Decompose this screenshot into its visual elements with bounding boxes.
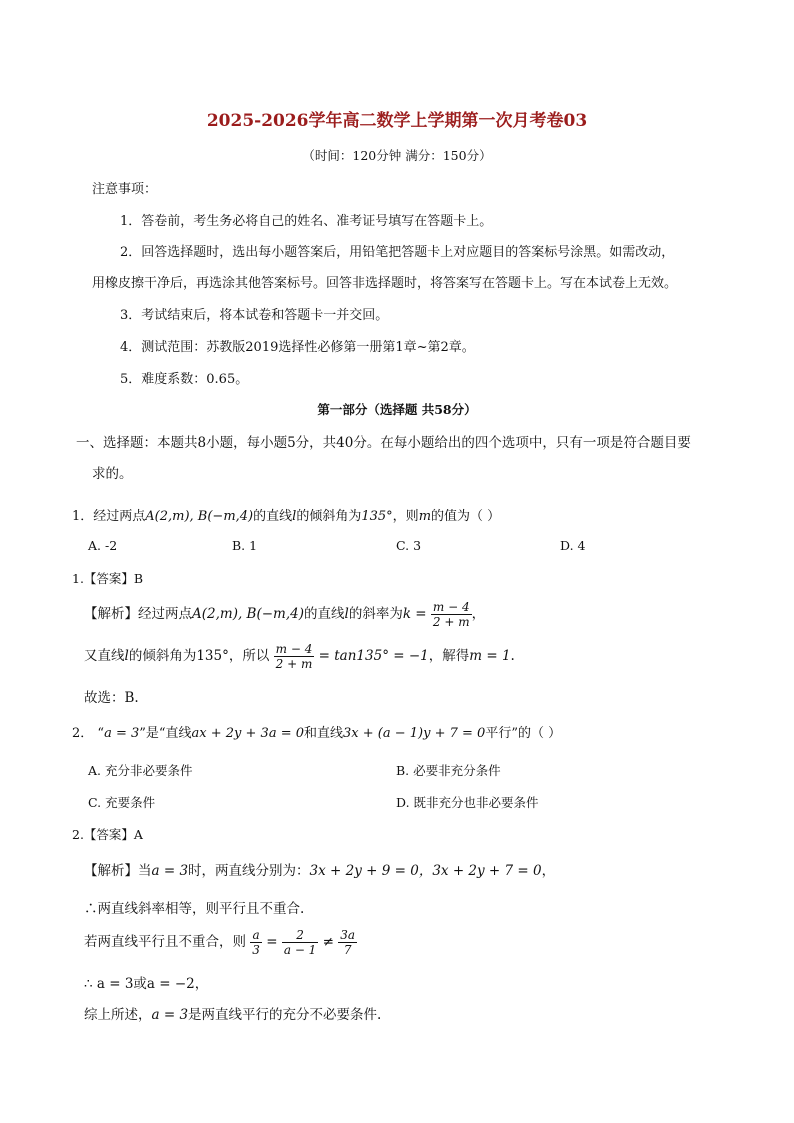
slope-fraction-2: $\frac{m - 4}{2 + m}$ xyxy=(275,642,313,671)
q2-option-b: B. 必要非充分条件 xyxy=(396,763,501,778)
q1-option-d: D. 4 xyxy=(560,538,586,553)
part-title: 第一部分（选择题 共58分） xyxy=(317,402,477,417)
ratio-fraction-3: $\frac{3a}{7}$ xyxy=(340,928,356,957)
question-1-stem: 1．经过两点A(2,m), B(−m,4)的直线l的倾斜角为135°，则m的值为（ ） xyxy=(72,509,501,524)
q1-solution-line-2: 又直线l的倾斜角为135°，所以 $\frac{m - 4}{2 + m}$ = tan135° = −1，解得m = 1. xyxy=(84,642,515,671)
q1-answer: 1.【答案】B xyxy=(72,571,144,586)
q2-answer: 2.【答案】A xyxy=(72,827,143,842)
note-2a: 2．回答选择题时，选出每小题答案后，用铅笔把答题卡上对应题目的答案标号涂黑。如需改动， xyxy=(120,245,675,260)
page-title: 2025-2026学年高二数学上学期第一次月考卷03 xyxy=(206,111,588,131)
slope-fraction: $\frac{m - 4}{2 + m}$ xyxy=(432,600,470,629)
q2-solution-line-2: ∴两直线斜率相等，则平行且不重合. xyxy=(84,901,305,917)
q1-option-b: B. 1 xyxy=(232,538,258,553)
q2-solution-line-3: 若两直线平行且不重合，则 $\frac{a}{3}$ = $\frac{2}{a - 1}$ ≠ $\frac{3a}{7}$ xyxy=(84,928,356,957)
q2-option-c: C. 充要条件 xyxy=(88,795,156,810)
q1-solution-line-1: 【解析】经过两点A(2,m), B(−m,4)的直线l的斜率为k = $\frac{m - 4}{2 + m}$ ， xyxy=(84,600,486,629)
note-2b: 用橡皮擦干净后，再选涂其他答案标号。回答非选择题时，将答案写在答题卡上。写在本试卷上无效。 xyxy=(92,276,678,291)
section-instructions-cont: 求的。 xyxy=(92,466,133,482)
q2-solution-line-1: 【解析】当a = 3时，两直线分别为：3x + 2y + 9 = 0，3x + 2y + 7 = 0， xyxy=(84,863,556,879)
note-1: 1．答卷前，考生务必将自己的姓名、准考证号填写在答题卡上。 xyxy=(120,214,493,229)
q2-option-d: D. 既非充分也非必要条件 xyxy=(396,795,539,810)
q1-solution-line-3: 故选：B. xyxy=(84,690,139,706)
q1-option-a: A. -2 xyxy=(88,538,118,553)
q2-solution-line-5: 综上所述，a = 3是两直线平行的充分不必要条件. xyxy=(84,1007,382,1023)
question-2-stem: 2． “a = 3”是“直线ax + 2y + 3a = 0和直线3x + (a − 1)y + 7 = 0平行”的（ ） xyxy=(72,726,562,741)
exam-info: （时间：120分钟 满分：150分） xyxy=(302,148,492,163)
note-3: 3．考试结束后，将本试卷和答题卡一并交回。 xyxy=(120,308,389,323)
q2-option-a: A. 充分非必要条件 xyxy=(88,763,193,778)
q1-option-c: C. 3 xyxy=(396,538,422,553)
note-5: 5．难度系数：0.65。 xyxy=(120,372,249,387)
q2-solution-line-4: ∴ a = 3或a = −2， xyxy=(84,976,209,992)
ratio-fraction-2: $\frac{2}{a - 1}$ xyxy=(283,928,317,957)
section-instructions: 一、选择题：本题共8小题，每小题5分，共40分。在每小题给出的四个选项中，只有一项是符合题目要 xyxy=(76,435,691,451)
notes-heading: 注意事项： xyxy=(92,182,158,197)
ratio-fraction-1: $\frac{a}{3}$ xyxy=(252,928,260,957)
note-4: 4．测试范围：苏教版2019选择性必修第一册第1章~第2章。 xyxy=(120,340,475,355)
